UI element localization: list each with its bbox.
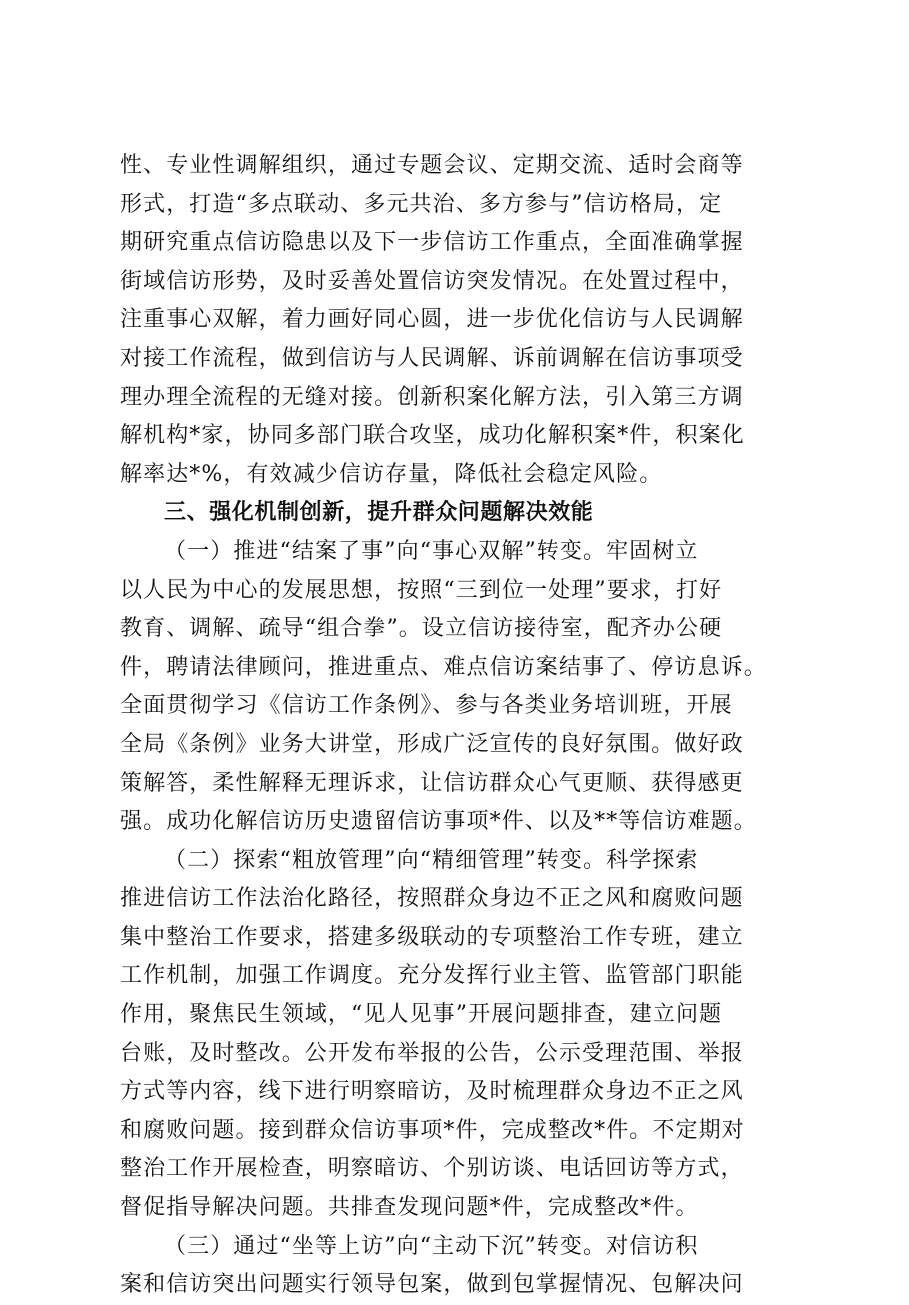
body-text-line: 解率达*%，有效减少信访存量，降低社会稳定风险。 bbox=[120, 461, 663, 487]
body-text-line: 理办理全流程的无缝对接。创新积案化解方法，引入第三方调 bbox=[120, 384, 744, 410]
body-text-line: 全面贯彻学习《信访工作条例》、参与各类业务培训班，开展 bbox=[120, 693, 733, 719]
body-text-line: （一）推进“结案了事”向“事心双解”转变。牢固树立 bbox=[164, 538, 699, 564]
body-text-line: 和腐败问题。接到群众信访事项*件，完成整改*件。不定期对 bbox=[120, 1117, 745, 1143]
body-text-line: 教育、调解、疏导“组合拳”。设立信访接待室，配齐办公硬 bbox=[120, 616, 723, 642]
body-text-line: 整治工作开展检查，明察暗访、个别访谈、电话回访等方式， bbox=[120, 1156, 744, 1182]
body-text-line: 案和信访突出问题实行领导包案，做到包掌握情况、包解决问 bbox=[120, 1272, 744, 1298]
body-text-line: 形式，打造“多点联动、多元共治、多方参与”信访格局，定 bbox=[120, 191, 723, 217]
body-text-line: 策解答，柔性解释无理诉求，让信访群众心气更顺、获得感更 bbox=[120, 770, 744, 796]
body-text-line: （三）通过“坐等上访”向“主动下沉”转变。对信访积 bbox=[164, 1233, 699, 1259]
body-text-line: 性、专业性调解组织，通过专题会议、定期交流、适时会商等 bbox=[120, 153, 744, 178]
body-text-line: 件，聘请法律顾问，推进重点、难点信访案结事了、停访息诉。 bbox=[120, 654, 767, 680]
body-text-line: 强。成功化解信访历史遗留信访事项*件、以及**等信访难题。 bbox=[120, 809, 757, 835]
document-body bbox=[120, 147, 797, 1305]
body-text-line: 全局《条例》业务大讲堂，形成广泛宣传的良好氛围。做好政 bbox=[120, 731, 744, 757]
body-text-line: 注重事心双解，着力画好同心圆，进一步优化信访与人民调解 bbox=[120, 307, 744, 333]
section-heading: 三、强化机制创新，提升群众问题解决效能 bbox=[164, 500, 594, 526]
body-text-line: 方式等内容，线下进行明察暗访，及时梳理群众身边不正之风 bbox=[120, 1079, 744, 1105]
body-text-line: 期研究重点信访隐患以及下一步信访工作重点，全面准确掌握 bbox=[120, 230, 744, 256]
body-text-line: 集中整治工作要求，搭建多级联动的专项整治工作专班，建立 bbox=[120, 924, 744, 950]
body-text-line: 台账，及时整改。公开发布举报的公告，公示受理范围、举报 bbox=[120, 1040, 744, 1066]
body-text-line: 以人民为中心的发展思想，按照“三到位一处理”要求，打好 bbox=[120, 577, 723, 603]
body-text-line: 对接工作流程，做到信访与人民调解、诉前调解在信访事项受 bbox=[120, 345, 744, 371]
body-text-line: 街域信访形势，及时妥善处置信访突发情况。在处置过程中， bbox=[120, 268, 744, 294]
body-text-line: 作用，聚焦民生领域，“见人见事”开展问题排查，建立问题 bbox=[120, 1002, 723, 1028]
body-text-line: 解机构*家，协同多部门联合攻坚，成功化解积案*件，积案化 bbox=[120, 423, 745, 449]
body-text-line: 工作机制，加强工作调度。充分发挥行业主管、监管部门职能 bbox=[120, 963, 744, 989]
body-text-line: 督促指导解决问题。共排查发现问题*件，完成整改*件。 bbox=[120, 1195, 699, 1221]
body-text-line: 推进信访工作法治化路径，按照群众身边不正之风和腐败问题 bbox=[120, 886, 744, 912]
body-text-line: （二）探索“粗放管理”向“精细管理”转变。科学探索 bbox=[164, 847, 699, 873]
